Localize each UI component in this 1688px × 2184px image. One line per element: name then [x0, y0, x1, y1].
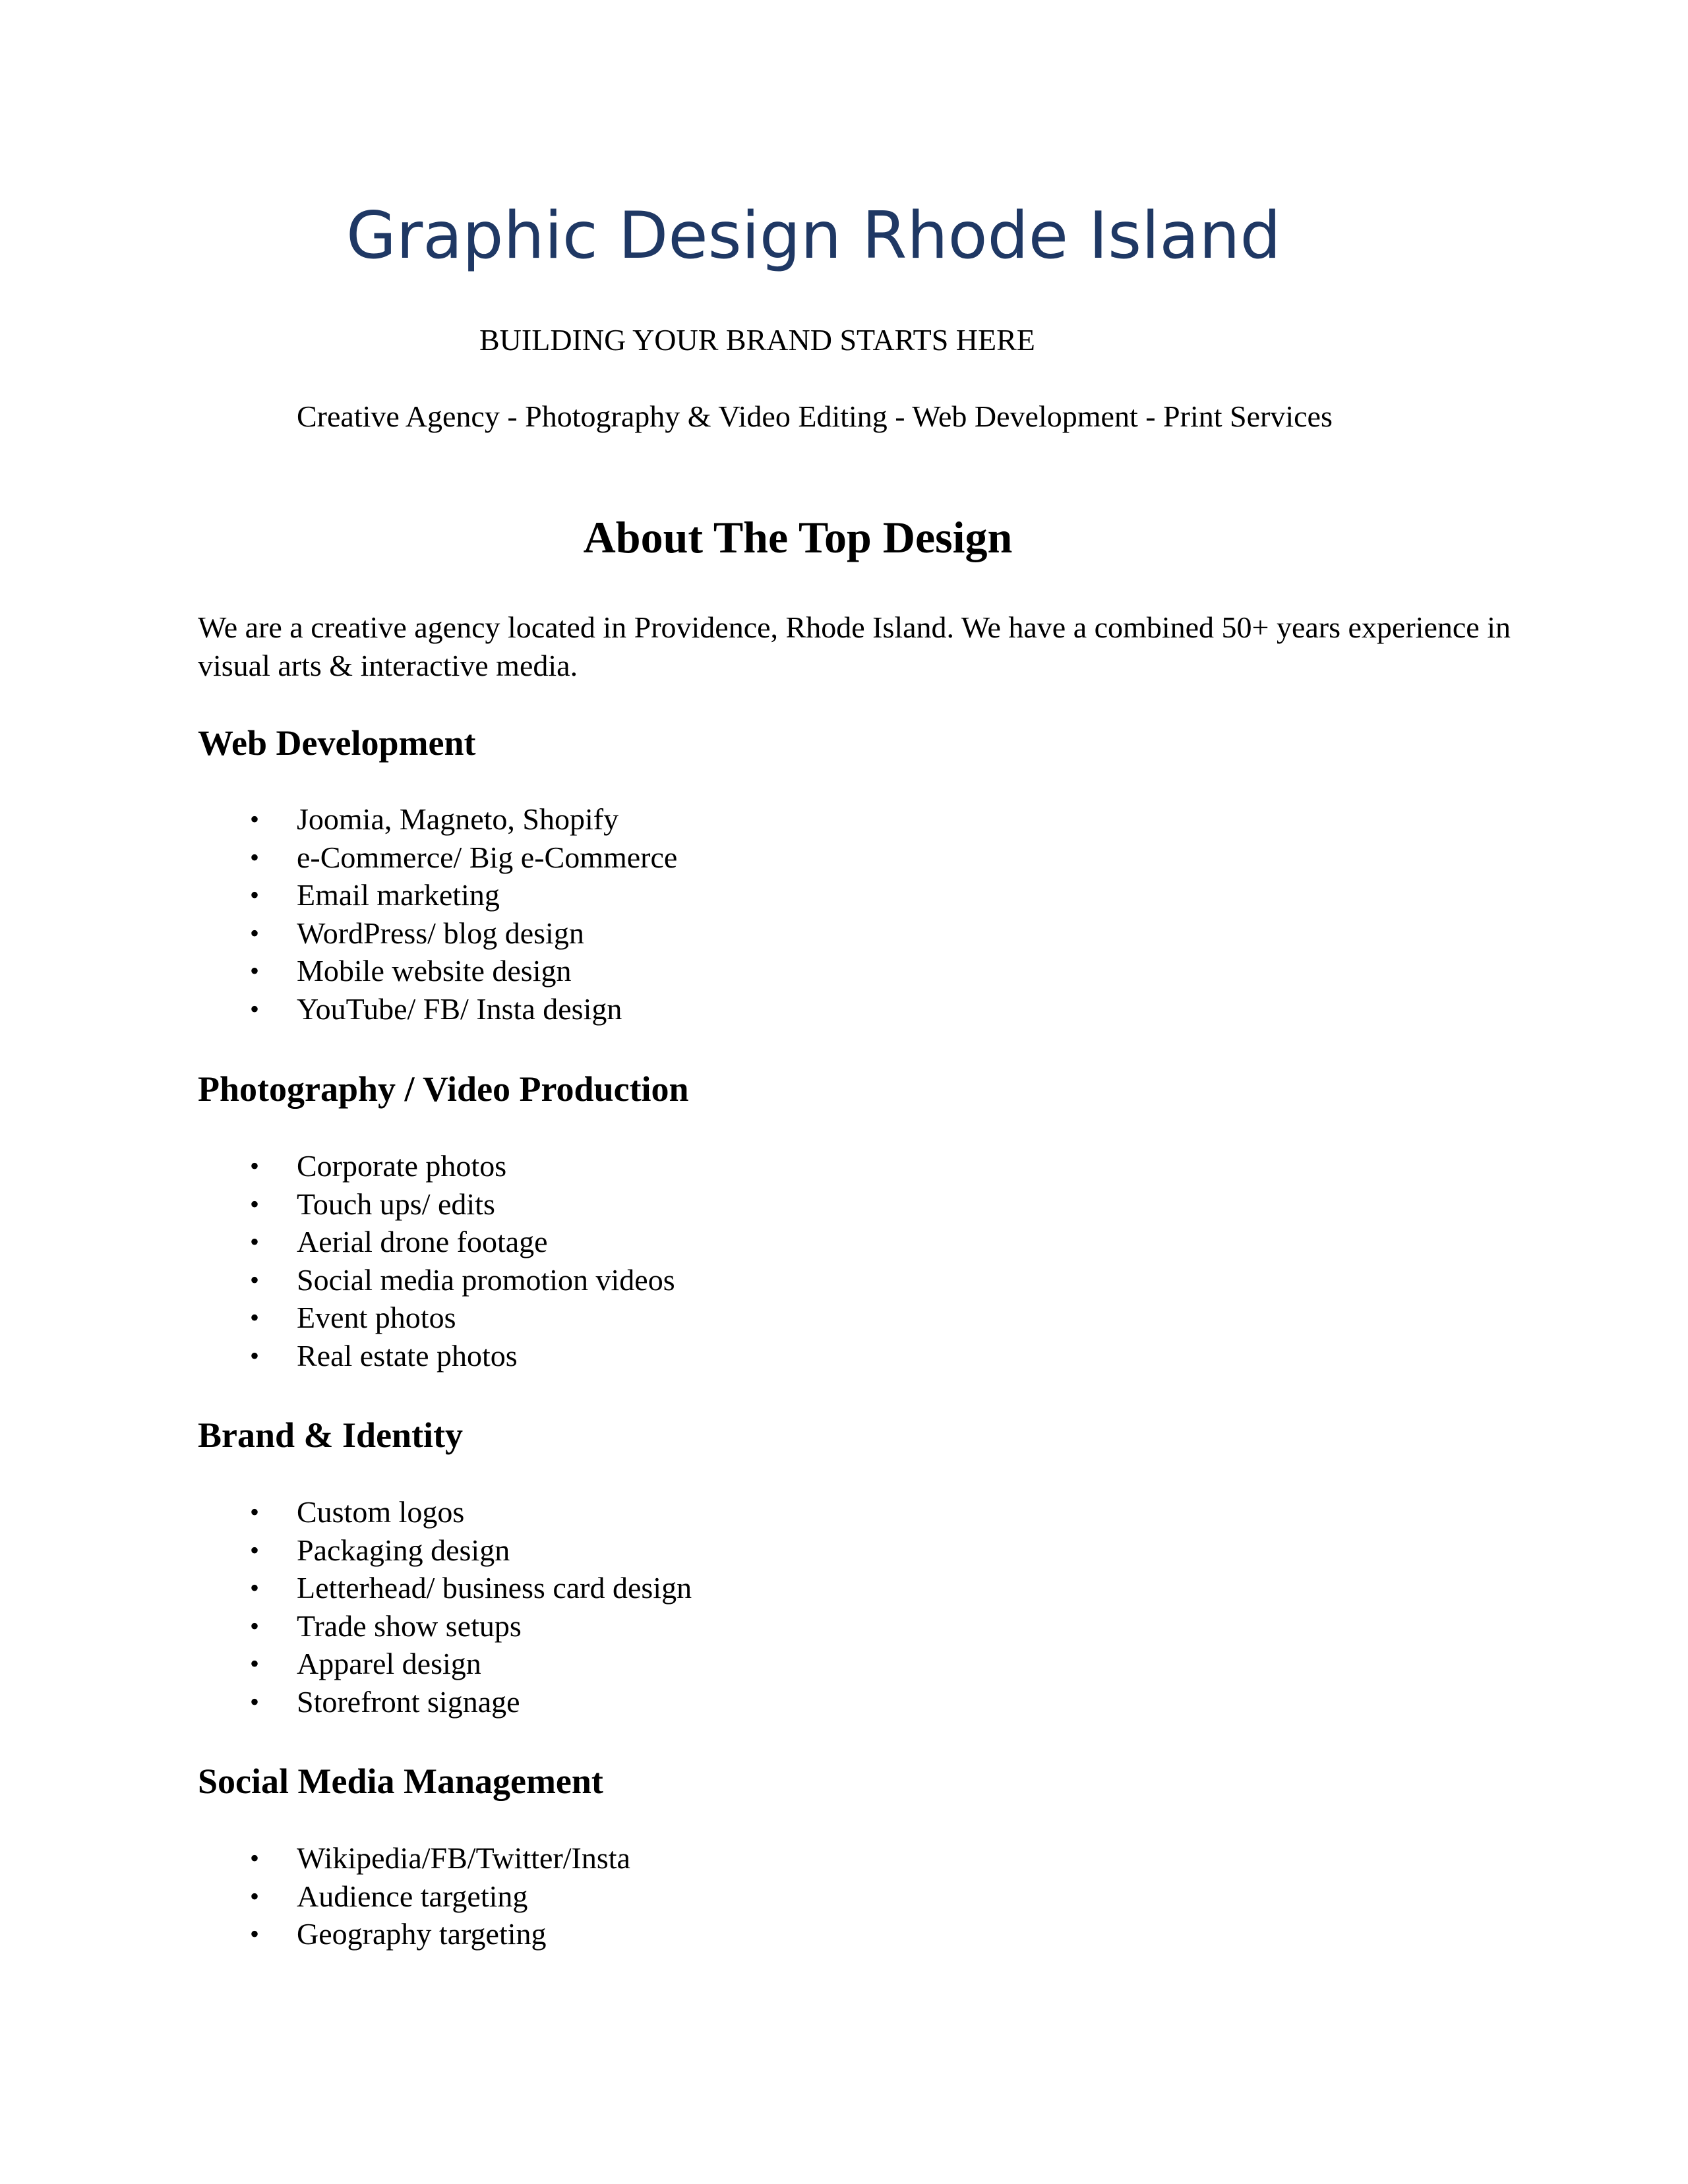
social-media-list: [198, 1839, 630, 1953]
list-item-text: WordPress/ blog design: [297, 916, 584, 950]
document-title: Graphic Design Rhode Island: [346, 198, 1281, 274]
list-item: [198, 1607, 692, 1645]
list-item-text: Custom logos: [297, 1495, 465, 1529]
list-item-text: Aerial drone footage: [297, 1225, 548, 1258]
bullet-icon: •: [249, 1686, 259, 1717]
list-item: [198, 914, 677, 953]
list-item-text: Corporate photos: [297, 1149, 507, 1183]
bullet-icon: •: [249, 993, 259, 1024]
bullet-icon: •: [249, 1843, 259, 1873]
bullet-icon: •: [249, 956, 259, 986]
list-item-text: Real estate photos: [297, 1338, 518, 1372]
bullet-icon: •: [249, 1340, 259, 1371]
list-item: [198, 1147, 675, 1185]
bullet-icon: •: [249, 1227, 259, 1256]
bullet-icon: •: [249, 1881, 259, 1911]
bullet-icon: •: [249, 1610, 259, 1641]
web-development-list: [198, 800, 677, 1028]
list-item: [198, 800, 677, 839]
list-item: [198, 1683, 692, 1721]
list-item: [198, 1877, 630, 1916]
bullet-icon: •: [249, 1649, 259, 1678]
bullet-icon: •: [249, 1264, 259, 1295]
list-item-text: Storefront signage: [297, 1684, 520, 1719]
list-item: [198, 1337, 675, 1375]
list-item: [198, 1645, 692, 1683]
list-item-text: Geography targeting: [297, 1917, 547, 1951]
bullet-icon: •: [249, 1189, 259, 1219]
list-item: [198, 1299, 675, 1337]
bullet-icon: •: [249, 1535, 259, 1565]
bullet-icon: •: [249, 1151, 259, 1181]
bullet-icon: •: [249, 1497, 259, 1527]
list-item-text: Apparel design: [297, 1647, 481, 1680]
section-heading-social-media: Social Media Management: [198, 1761, 603, 1801]
list-item: [198, 1185, 675, 1224]
bullet-icon: •: [249, 842, 259, 872]
list-item-text: Packaging design: [297, 1533, 510, 1567]
list-item: [198, 1839, 630, 1877]
list-item-text: Touch ups/ edits: [297, 1187, 495, 1221]
list-item: [198, 876, 677, 914]
bullet-icon: •: [249, 1303, 259, 1332]
tagline: BUILDING YOUR BRAND STARTS HERE: [479, 323, 1035, 357]
list-item: [198, 1261, 675, 1299]
brand-identity-list: [198, 1493, 692, 1721]
photography-video-list: [198, 1147, 675, 1374]
bullet-icon: •: [249, 918, 259, 948]
list-item-text: Audience targeting: [297, 1879, 528, 1913]
list-item-text: Joomia, Magneto, Shopify: [297, 802, 619, 836]
list-item-text: Social media promotion videos: [297, 1262, 675, 1297]
about-heading: About The Top Design: [583, 512, 1013, 562]
list-item: [198, 1493, 692, 1531]
services-line: Creative Agency - Photography & Video Editing - Web Development - Print Services: [297, 399, 1333, 433]
section-heading-web-development: Web Development: [198, 723, 476, 763]
list-item: [198, 1569, 692, 1607]
bullet-icon: •: [249, 804, 259, 834]
section-heading-photography-video: Photography / Video Production: [198, 1069, 689, 1109]
list-item: [198, 1915, 630, 1953]
list-item-text: e-Commerce/ Big e-Commerce: [297, 840, 678, 874]
list-item: [198, 952, 677, 990]
list-item-text: Mobile website design: [297, 954, 572, 988]
list-item: [198, 1223, 675, 1261]
bullet-icon: •: [249, 880, 259, 910]
list-item-text: YouTube/ FB/ Insta design: [297, 991, 622, 1026]
bullet-icon: •: [249, 1919, 259, 1949]
about-paragraph: We are a creative agency located in Providence, Rhode Island. We have a combined 50+ years experience in visual arts & interactive media.: [198, 610, 1511, 682]
list-item-text: Trade show setups: [297, 1608, 522, 1643]
list-item: [198, 990, 677, 1028]
list-item-text: Wikipedia/FB/Twitter/Insta: [297, 1841, 630, 1875]
list-item: [198, 839, 677, 877]
list-item-text: Letterhead/ business card design: [297, 1571, 692, 1605]
list-item-text: Email marketing: [297, 878, 500, 912]
section-heading-brand-identity: Brand & Identity: [198, 1415, 464, 1455]
list-item-text: Event photos: [297, 1301, 456, 1334]
bullet-icon: •: [249, 1573, 259, 1603]
list-item: [198, 1531, 692, 1570]
